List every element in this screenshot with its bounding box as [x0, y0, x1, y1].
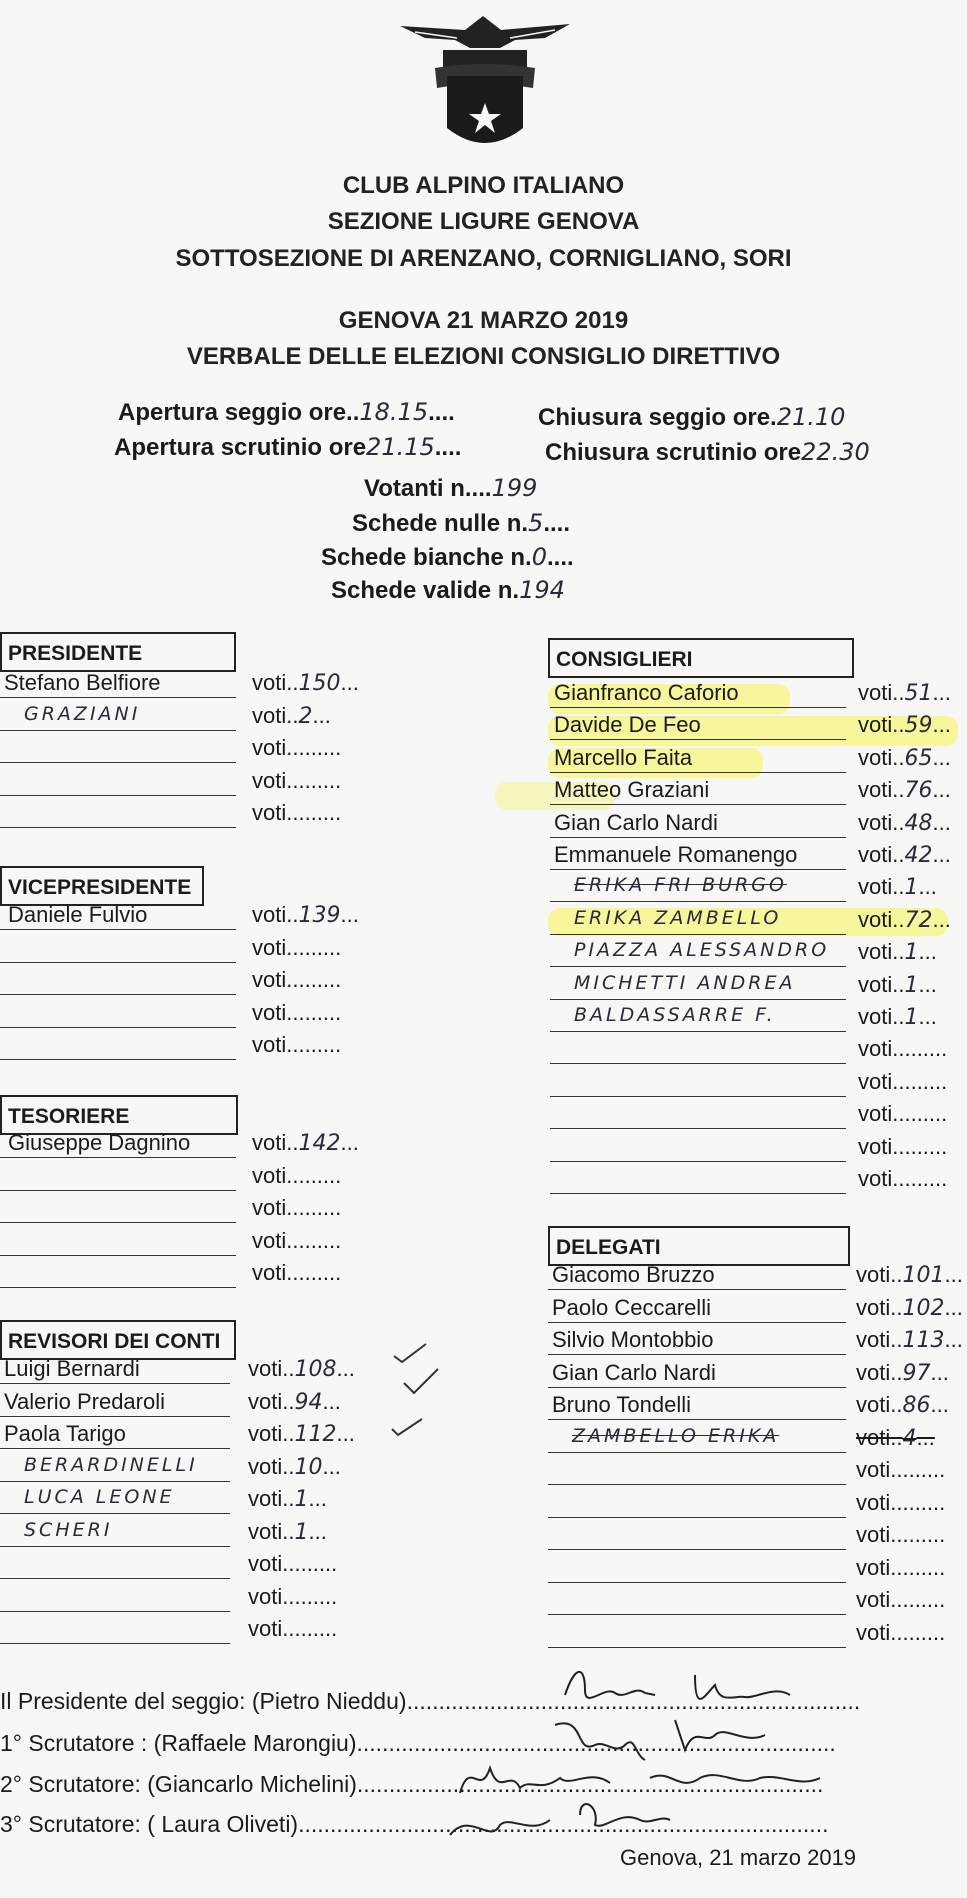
voti-label: voti [252, 735, 287, 760]
candidate-name: ERIKA FRI BURGO [574, 874, 787, 897]
name-line [548, 1452, 846, 1453]
voti-label: voti [248, 1453, 283, 1479]
name-line [550, 901, 846, 902]
schede-valide: Schede valide n.194 [331, 576, 565, 604]
name-line [0, 1578, 230, 1579]
voti-label: voti [248, 1356, 283, 1381]
name-line [550, 804, 846, 805]
name-line [0, 827, 236, 828]
name-line [550, 772, 846, 773]
firma-scrutatore-3: 3° Scrutatore: ( Laura Oliveti)................................................................................... [0, 1811, 829, 1837]
candidate-name: Giuseppe Dagnino [8, 1130, 191, 1155]
name-line [548, 1289, 846, 1290]
vote-value: 48 [904, 810, 933, 836]
candidate-name: Matteo Graziani [554, 777, 710, 803]
name-line [0, 1513, 230, 1514]
revisori-heading: REVISORI DEI CONTI [0, 1320, 236, 1360]
voti-label: voti [856, 1619, 891, 1645]
vote-count: voti..59... [858, 712, 951, 739]
candidate-name: BALDASSARRE F. [574, 1004, 776, 1026]
vote-value: 101 [902, 1263, 945, 1288]
name-line [0, 1027, 236, 1028]
vote-count: voti..150... [252, 670, 359, 696]
candidate-name: BERARDINELLI [24, 1453, 198, 1476]
candidate-name: Giacomo Bruzzo [552, 1262, 715, 1287]
voti-label: voti [248, 1616, 283, 1641]
firma-presidente: Il Presidente del seggio: (Pietro Nieddu)....................................................................... [0, 1688, 861, 1714]
vote-count: voti..102... [856, 1294, 963, 1321]
checkmark-icon [388, 1415, 428, 1444]
vote-value: 113 [902, 1328, 945, 1353]
candidate-name: GRAZIANI [24, 702, 141, 725]
voti-label: voti [248, 1551, 283, 1576]
candidate-name: Paola Tarigo [4, 1421, 126, 1446]
footer-date: Genova, 21 marzo 2019 [620, 1845, 857, 1870]
name-line [548, 1614, 846, 1615]
chiusura-scrutinio: Chiusura scrutinio ore22.30 [545, 438, 870, 466]
vote-value: 97 [902, 1360, 931, 1386]
candidate-name: Marcello Faita [554, 744, 693, 770]
candidate-name: Emmanuele Romanengo [554, 842, 798, 867]
name-line [0, 994, 236, 995]
firma-scrutatore-1: 1° Scrutatore : (Raffaele Marongiu)........................................................................... [0, 1730, 836, 1756]
voti-label: voti [252, 967, 287, 992]
voti-label: voti [252, 1227, 287, 1253]
vote-value: 65 [904, 745, 933, 771]
vote-count: voti..10... [248, 1453, 341, 1480]
voti-label: voti [856, 1327, 891, 1352]
voti-label: voti [252, 1195, 287, 1220]
vote-count: voti......... [252, 1032, 342, 1057]
voti-label: voti [252, 999, 287, 1025]
name-line [0, 929, 236, 930]
vote-count: voti..1... [248, 1486, 327, 1512]
vote-count: voti..2... [252, 702, 331, 729]
voti-label: voti [858, 712, 893, 738]
vote-count: voti..1... [858, 971, 937, 998]
vote-count: voti..97... [856, 1359, 949, 1386]
candidate-name: Gian Carlo Nardi [554, 809, 718, 835]
name-line [0, 762, 236, 763]
voti-label: voti [858, 842, 893, 867]
vote-count: voti..4... [856, 1424, 935, 1451]
vote-value: 1 [294, 1519, 309, 1545]
name-line [0, 1190, 236, 1191]
name-line [0, 1059, 236, 1060]
name-line [548, 1484, 846, 1485]
vote-count: voti......... [858, 1036, 948, 1062]
document-date: GENOVA 21 MARZO 2019 [338, 307, 629, 334]
name-line [550, 869, 846, 870]
vote-value: 42 [904, 843, 933, 868]
name-line [550, 1193, 846, 1194]
vote-count: voti......... [856, 1522, 946, 1547]
vote-count: voti......... [252, 767, 342, 793]
vote-count: voti......... [252, 1195, 342, 1220]
voti-label: voti [858, 971, 893, 997]
vote-value: 1 [294, 1487, 309, 1512]
vote-value: 150 [298, 671, 341, 696]
vote-value: 139 [298, 903, 341, 928]
name-line [550, 837, 846, 838]
name-line [0, 1157, 236, 1158]
name-line [0, 1416, 230, 1417]
vote-count: voti......... [252, 934, 342, 960]
vote-value: 1 [904, 1005, 919, 1030]
voti-label: voti [858, 680, 893, 705]
vote-value: 10 [294, 1454, 323, 1480]
voti-label: voti [252, 1130, 287, 1155]
vote-count: voti......... [858, 1068, 948, 1094]
vote-value: 72 [904, 907, 933, 933]
candidate-name: Luigi Bernardi [4, 1356, 140, 1381]
vote-count: voti......... [252, 967, 342, 992]
voti-label: voti [252, 800, 287, 825]
vote-count: voti......... [858, 1101, 948, 1127]
vote-value: 76 [904, 778, 933, 804]
vote-value: 142 [298, 1131, 341, 1156]
name-line [548, 1517, 846, 1518]
name-line [548, 1387, 846, 1388]
vote-count: voti......... [252, 735, 342, 760]
voti-label: voti [858, 1068, 893, 1094]
candidate-name: Silvio Montobbio [552, 1327, 714, 1352]
voti-label: voti [248, 1421, 283, 1446]
vote-count: voti..51... [858, 680, 951, 706]
voti-label: voti [856, 1262, 891, 1287]
voti-label: voti [856, 1294, 891, 1320]
voti-label: voti [856, 1587, 891, 1612]
voti-label: voti [856, 1522, 891, 1547]
vote-count: voti......... [252, 1227, 342, 1253]
consiglieri-heading: CONSIGLIERI [548, 638, 854, 678]
name-line [550, 966, 846, 967]
name-line [548, 1354, 846, 1355]
vote-value: 102 [902, 1295, 945, 1321]
vote-count: voti......... [856, 1619, 946, 1645]
name-line [550, 1128, 846, 1129]
voti-label: voti [858, 906, 893, 932]
vote-value: 59 [904, 713, 933, 739]
voti-label: voti [248, 1518, 283, 1544]
name-line [0, 962, 236, 963]
voti-label: voti [858, 777, 893, 803]
name-line [548, 1582, 846, 1583]
vote-count: voti......... [248, 1616, 338, 1641]
vote-count: voti......... [252, 1162, 342, 1188]
chiusura-seggio: Chiusura seggio ore.21.10 [538, 403, 846, 431]
name-line [0, 1643, 230, 1644]
org-subsection: SOTTOSEZIONE DI ARENZANO, CORNIGLIANO, SORI [175, 245, 792, 272]
voti-label: voti [856, 1424, 891, 1450]
vote-count: voti..42... [858, 842, 951, 868]
vote-count: voti......... [252, 800, 342, 825]
votanti: Votanti n....199 [364, 474, 538, 502]
voti-label: voti [858, 1036, 893, 1062]
candidate-name: LUCA LEONE [24, 1486, 175, 1508]
vote-value: 1 [904, 972, 919, 998]
candidate-name: PIAZZA ALESSANDRO [574, 939, 830, 962]
org-section: SEZIONE LIGURE GENOVA [327, 208, 640, 235]
vote-count: voti......... [856, 1587, 946, 1612]
name-line [0, 1287, 236, 1288]
vote-value: 4 [902, 1425, 917, 1451]
vote-count: voti..65... [858, 744, 951, 771]
voti-label: voti [858, 1166, 893, 1191]
delegati-heading: DELEGATI [548, 1226, 850, 1266]
voti-label: voti [858, 809, 893, 835]
candidate-name: Valerio Predaroli [4, 1388, 166, 1414]
vote-count: voti..112... [248, 1421, 355, 1447]
voti-label: voti [252, 1162, 287, 1188]
schede-bianche: Schede bianche n.0.... [321, 543, 574, 571]
name-line [0, 697, 236, 698]
vote-count: voti..1... [858, 874, 937, 901]
vote-count: voti......... [856, 1554, 946, 1580]
vote-value: 1 [904, 940, 919, 966]
schede-nulle: Schede nulle n.5.... [352, 509, 570, 537]
name-line [550, 934, 846, 935]
name-line [550, 1031, 846, 1032]
name-line [550, 999, 846, 1000]
vote-count: voti..72... [858, 906, 951, 933]
name-line [550, 1096, 846, 1097]
name-line [550, 707, 846, 708]
vote-count: voti..101... [856, 1262, 963, 1288]
name-line [548, 1322, 846, 1323]
name-line [550, 739, 846, 740]
voti-label: voti [856, 1457, 891, 1482]
candidate-name: ERIKA ZAMBELLO [574, 906, 782, 929]
vote-value: 86 [902, 1393, 931, 1418]
tesoriere-heading: TESORIERE [0, 1095, 238, 1135]
vote-count: voti..48... [858, 809, 951, 836]
voti-label: voti [252, 902, 287, 927]
voti-label: voti [858, 744, 893, 770]
candidate-name: MICHETTI ANDREA [574, 971, 796, 994]
voti-label: voti [248, 1486, 283, 1511]
voti-label: voti [858, 1133, 893, 1159]
voti-label: voti [858, 1101, 893, 1127]
voti-label: voti [252, 1260, 287, 1285]
name-line [0, 1611, 230, 1612]
vote-count: voti......... [248, 1551, 338, 1576]
voti-label: voti [252, 702, 287, 728]
vote-count: voti..142... [252, 1130, 359, 1156]
vote-value: 51 [904, 681, 933, 706]
voti-label: voti [252, 767, 287, 793]
vote-value: 2 [298, 703, 313, 729]
checkmark-icon [400, 1365, 442, 1404]
voti-label: voti [252, 670, 287, 695]
apertura-scrutinio: Apertura scrutinio ore21.15.... [114, 433, 462, 461]
vote-count: voti......... [856, 1457, 946, 1482]
vote-count: voti..76... [858, 777, 951, 804]
vote-count: voti......... [252, 999, 342, 1025]
name-line [0, 1481, 230, 1482]
vote-count: voti..1... [858, 939, 937, 966]
vote-count: voti..1... [858, 1004, 937, 1030]
document-title: VERBALE DELLE ELEZIONI CONSIGLIO DIRETTIVO [186, 343, 781, 370]
voti-label: voti [856, 1392, 891, 1417]
vote-count: voti..1... [248, 1518, 327, 1545]
voti-label: voti [856, 1489, 891, 1515]
name-line [0, 1222, 236, 1223]
vicepresidente-heading: VICEPRESIDENTE [0, 866, 204, 906]
vote-count: voti..139... [252, 902, 359, 928]
candidate-name: ZAMBELLO ERIKA [572, 1424, 780, 1447]
candidate-name: SCHERI [24, 1518, 113, 1541]
name-line [0, 730, 236, 731]
candidate-name: Bruno Tondelli [552, 1392, 692, 1417]
candidate-name: Gianfranco Caforio [554, 680, 739, 705]
name-line [0, 1255, 236, 1256]
voti-label: voti [858, 1004, 893, 1029]
vote-value: 108 [294, 1357, 337, 1382]
presidente-heading: PRESIDENTE [0, 632, 236, 672]
vote-count: voti..108... [248, 1356, 355, 1382]
apertura-seggio: Apertura seggio ore..18.15.... [118, 398, 455, 426]
name-line [550, 1063, 846, 1064]
vote-value: 1 [904, 875, 919, 901]
name-line [548, 1647, 846, 1648]
vote-value: 112 [294, 1422, 337, 1447]
vote-count: voti......... [252, 1260, 342, 1285]
vote-count: voti..86... [856, 1392, 949, 1418]
name-line [548, 1419, 846, 1420]
vote-count: voti......... [858, 1166, 948, 1191]
candidate-name: Daniele Fulvio [8, 902, 148, 927]
candidate-name: Gian Carlo Nardi [552, 1359, 716, 1385]
name-line [0, 795, 236, 796]
org-name: CLUB ALPINO ITALIANO [342, 172, 625, 199]
vote-count: voti..94... [248, 1388, 341, 1415]
name-line [548, 1549, 846, 1550]
candidate-name: Davide De Feo [554, 712, 701, 738]
name-line [0, 1448, 230, 1449]
vote-count: voti......... [858, 1133, 948, 1159]
candidate-name: Paolo Ceccarelli [552, 1294, 711, 1320]
vote-count: voti......... [856, 1489, 946, 1515]
vote-value: 94 [294, 1389, 323, 1415]
vote-count: voti..113... [856, 1327, 963, 1353]
name-line [0, 1383, 230, 1384]
voti-label: voti [856, 1554, 891, 1580]
voti-label: voti [248, 1583, 283, 1609]
name-line [550, 1161, 846, 1162]
voti-label: voti [856, 1359, 891, 1385]
name-line [0, 1546, 230, 1547]
voti-label: voti [858, 939, 893, 965]
voti-label: voti [252, 934, 287, 960]
voti-label: voti [248, 1388, 283, 1414]
voti-label: voti [858, 874, 893, 900]
cai-emblem-icon [395, 8, 575, 168]
firma-scrutatore-2: 2° Scrutatore: (Giancarlo Michelini)......................................................................... [0, 1771, 824, 1797]
candidate-name: Stefano Belfiore [4, 670, 161, 695]
voti-label: voti [252, 1032, 287, 1057]
vote-count: voti......... [248, 1583, 338, 1609]
